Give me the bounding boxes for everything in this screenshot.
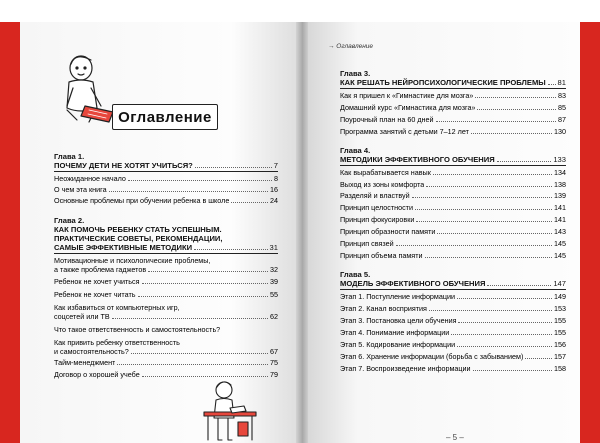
- toc-entry[interactable]: [340, 352, 566, 361]
- page-number: 145: [554, 239, 566, 248]
- chapter-title: [54, 243, 278, 252]
- boy-at-desk-illustration: [200, 378, 262, 443]
- background: [0, 0, 600, 22]
- leader-dots: [525, 358, 552, 359]
- leader-dots: [487, 285, 551, 286]
- entry-title: Ребенок не хочет читать: [54, 290, 136, 299]
- toc-entry[interactable]: [340, 304, 566, 313]
- entry-title: Программа занятий с детьми 7–12 лет: [340, 127, 469, 136]
- chapter-title: КАК ПОМОЧЬ РЕБЕНКУ СТАТЬ УСПЕШНЫМ.: [54, 225, 222, 234]
- entry-title: Домашний курс «Гимнастика для мозга»: [340, 103, 476, 112]
- toc-entry[interactable]: [54, 277, 278, 286]
- entry-title: Этап 3. Постановка цели обучения: [340, 316, 457, 325]
- toc-entry[interactable]: [54, 174, 278, 183]
- chapter-label: Глава 3.: [340, 69, 371, 78]
- page-number: 147: [553, 279, 566, 288]
- leader-dots: [112, 318, 268, 319]
- toc-entry[interactable]: [54, 325, 278, 334]
- page-number: 145: [554, 251, 566, 260]
- leader-dots: [436, 121, 556, 122]
- page-number: 8: [274, 174, 278, 183]
- entry-title: Этап 1. Поступление информации: [340, 292, 456, 301]
- leader-dots: [471, 133, 552, 134]
- leader-dots: [138, 296, 269, 297]
- page-number: 67: [270, 347, 278, 356]
- page-number: 39: [270, 277, 278, 286]
- page-number: 81: [557, 78, 566, 87]
- page-number: 24: [270, 196, 278, 205]
- entry-title: О чем эта книга: [54, 185, 107, 194]
- toc-entry[interactable]: [340, 180, 566, 189]
- entry-title: Принцип связей: [340, 239, 394, 248]
- chapter-rule: [340, 88, 566, 89]
- leader-dots: [109, 191, 268, 192]
- chapter-title-text: ПОЧЕМУ ДЕТИ НЕ ХОТЯТ УЧИТЬСЯ?: [54, 161, 193, 170]
- page-folio: – 5 –: [446, 433, 464, 442]
- entry-title: Неожиданное начало: [54, 174, 126, 183]
- chapter-rule: [340, 165, 566, 166]
- toc-entry[interactable]: [340, 227, 566, 236]
- chapter-rule: [340, 289, 566, 290]
- chapter-label: Глава 5.: [340, 270, 371, 279]
- toc-entry[interactable]: [340, 115, 566, 124]
- toc-entry[interactable]: [340, 364, 566, 373]
- leader-dots: [117, 364, 268, 365]
- chapter-title: [340, 155, 566, 164]
- toc-entry[interactable]: [54, 347, 278, 356]
- entry-title: Этап 2. Канал восприятия: [340, 304, 427, 313]
- leader-dots: [142, 283, 268, 284]
- toc-entry[interactable]: [54, 338, 278, 347]
- entry-title: Этап 4. Понимание информации: [340, 328, 450, 337]
- leader-dots: [457, 346, 552, 347]
- toc-entry[interactable]: [340, 127, 566, 136]
- toc-entry[interactable]: [340, 340, 566, 349]
- entry-title: Этап 5. Кодирование информации: [340, 340, 456, 349]
- chapter-label: Глава 1.: [54, 152, 85, 161]
- page-number: 141: [554, 203, 566, 212]
- toc-entry[interactable]: [54, 312, 278, 321]
- page-number: 32: [270, 265, 278, 274]
- chapter-title-text: КАК РЕШАТЬ НЕЙРОПСИХОЛОГИЧЕСКИЕ ПРОБЛЕМЫ: [340, 78, 546, 87]
- entry-title: Мотивационные и психологические проблемы,: [54, 256, 211, 265]
- chapter-rule: [54, 171, 278, 172]
- page-number: 143: [554, 227, 566, 236]
- toc-entry[interactable]: [340, 239, 566, 248]
- toc-entry[interactable]: [54, 358, 278, 367]
- book-gutter: [296, 22, 308, 443]
- entry-title: Разделяй и властвуй: [340, 191, 410, 200]
- leader-dots: [477, 109, 556, 110]
- entry-title: Принцип целостности: [340, 203, 413, 212]
- chapter-title-text: САМЫЕ ЭФФЕКТИВНЫЕ МЕТОДИКИ: [54, 243, 193, 252]
- page-number: 158: [554, 364, 566, 373]
- toc-entry[interactable]: [340, 168, 566, 177]
- leader-dots: [195, 167, 272, 168]
- entry-title: Договор о хорошей учебе: [54, 370, 140, 379]
- page-number: 149: [554, 292, 566, 301]
- page-number: 75: [270, 358, 278, 367]
- leader-dots: [415, 209, 552, 210]
- leader-dots: [416, 221, 552, 222]
- page-number: 55: [270, 290, 278, 299]
- leader-dots: [412, 197, 552, 198]
- page-number: 156: [554, 340, 566, 349]
- toc-entry[interactable]: [340, 292, 566, 301]
- chapter-title-text: МОДЕЛЬ ЭФФЕКТИВНОГО ОБУЧЕНИЯ: [340, 279, 486, 288]
- leader-dots: [458, 322, 552, 323]
- toc-entry[interactable]: [340, 191, 566, 200]
- leader-dots: [429, 310, 552, 311]
- page-number: 62: [270, 312, 278, 321]
- entry-title: Основные проблемы при обучении ребенка в школе: [54, 196, 230, 205]
- page-number: 87: [558, 115, 566, 124]
- page-number: 141: [554, 215, 566, 224]
- toc-entry[interactable]: [340, 91, 566, 100]
- page-number: 157: [554, 352, 566, 361]
- leader-dots: [433, 174, 552, 175]
- toc-entry[interactable]: [340, 103, 566, 112]
- chapter-label: Глава 2.: [54, 216, 85, 225]
- toc-entry[interactable]: [54, 303, 278, 312]
- entry-title: Принцип фокусировки: [340, 215, 415, 224]
- entry-title: Выход из зоны комфорта: [340, 180, 425, 189]
- running-head: → Оглавление: [328, 43, 374, 50]
- page-number: 133: [553, 155, 566, 164]
- page-number: 7: [273, 161, 278, 170]
- page-number: 130: [554, 127, 566, 136]
- toc-entry[interactable]: [54, 196, 278, 205]
- page-number: 138: [554, 180, 566, 189]
- page-number: 139: [554, 191, 566, 200]
- chapter-rule: [54, 253, 278, 254]
- entry-title: Что такое ответственность и самостоятельность?: [54, 325, 221, 334]
- page-number: 155: [554, 328, 566, 337]
- page-number: 85: [558, 103, 566, 112]
- leader-dots: [425, 257, 553, 258]
- entry-title: Этап 7. Воспроизведение информации: [340, 364, 471, 373]
- leader-dots: [473, 370, 552, 371]
- entry-title: Как избавиться от компьютерных игр,: [54, 303, 180, 312]
- leader-dots: [497, 161, 552, 162]
- leader-dots: [142, 376, 268, 377]
- page-number: 79: [270, 370, 278, 379]
- page-number: 153: [554, 304, 566, 313]
- leader-dots: [396, 245, 552, 246]
- entry-title: Как привить ребенку ответственность: [54, 338, 180, 347]
- leader-dots: [194, 249, 267, 250]
- entry-title: соцсетей или ТВ: [54, 312, 110, 321]
- entry-title: Тайм-менеджмент: [54, 358, 116, 367]
- chapter-label: Глава 4.: [340, 146, 371, 155]
- entry-title: Принцип образности памяти: [340, 227, 436, 236]
- toc-entry[interactable]: [340, 328, 566, 337]
- toc-entry[interactable]: [54, 256, 278, 265]
- page-number: 83: [558, 91, 566, 100]
- entry-title: а также проблема гаджетов: [54, 265, 147, 274]
- chapter-title: [54, 161, 278, 170]
- chapter-title: [340, 78, 566, 87]
- toc-entry[interactable]: [54, 290, 278, 299]
- toc-entry[interactable]: [340, 203, 566, 212]
- entry-title: Ребенок не хочет учиться: [54, 277, 140, 286]
- page-number: 155: [554, 316, 566, 325]
- entry-title: Как я пришел к «Гимнастике для мозга»: [340, 91, 474, 100]
- leader-dots: [231, 202, 268, 203]
- entry-title: Принцип объема памяти: [340, 251, 423, 260]
- leader-dots: [451, 334, 552, 335]
- toc-entry[interactable]: [340, 215, 566, 224]
- toc-entry[interactable]: [54, 185, 278, 194]
- toc-entry[interactable]: [340, 251, 566, 260]
- leader-dots: [128, 180, 272, 181]
- leader-dots: [475, 97, 556, 98]
- chapter-title: [340, 279, 566, 288]
- toc-entry[interactable]: [340, 316, 566, 325]
- entry-title: и самостоятельность?: [54, 347, 129, 356]
- leader-dots: [437, 233, 552, 234]
- leader-dots: [548, 84, 556, 85]
- chapter-title-text: МЕТОДИКИ ЭФФЕКТИВНОГО ОБУЧЕНИЯ: [340, 155, 495, 164]
- toc-entry[interactable]: [54, 265, 278, 274]
- leader-dots: [457, 298, 552, 299]
- entry-title: Поурочный план на 60 дней: [340, 115, 434, 124]
- toc-title: Оглавление: [112, 104, 218, 130]
- page-number: 134: [554, 168, 566, 177]
- entry-title: Как вырабатывается навык: [340, 168, 431, 177]
- leader-dots: [131, 353, 268, 354]
- page-number: 31: [269, 243, 278, 252]
- entry-title: Этап 6. Хранение информации (борьба с забыванием): [340, 352, 524, 361]
- leader-dots: [426, 186, 552, 187]
- leader-dots: [148, 271, 268, 272]
- page-number: 16: [270, 185, 278, 194]
- chapter-title: ПРАКТИЧЕСКИЕ СОВЕТЫ, РЕКОМЕНДАЦИИ,: [54, 234, 223, 243]
